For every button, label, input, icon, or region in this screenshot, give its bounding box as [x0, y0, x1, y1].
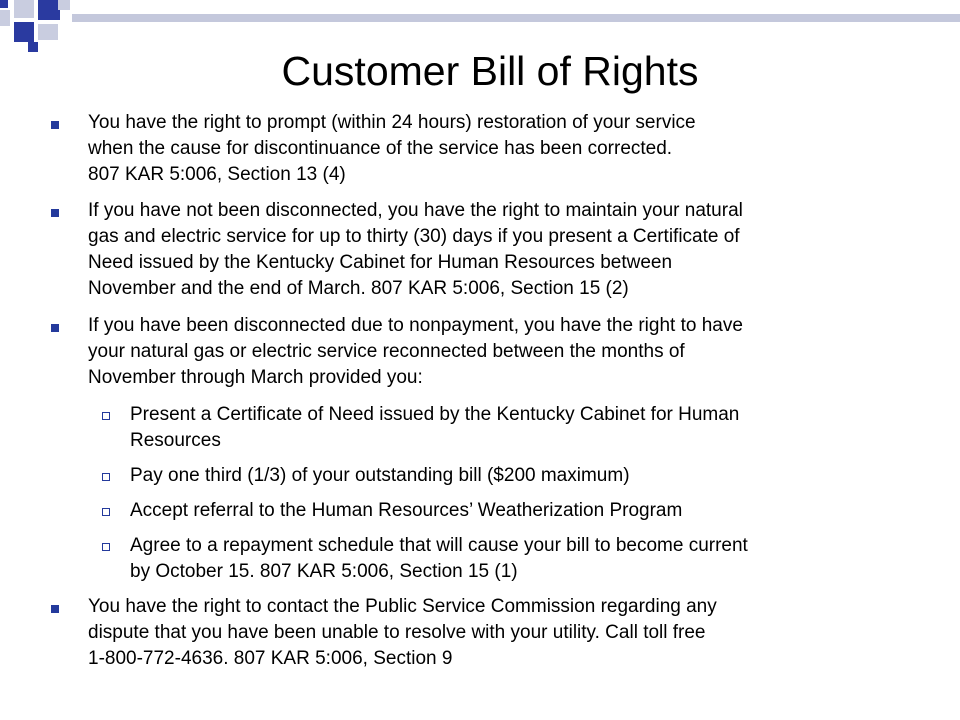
- decor-square: [38, 0, 60, 20]
- decor-square: [14, 0, 34, 18]
- sub-bullet-item: [0, 463, 960, 489]
- bullet-text-line: November and the end of March. 807 KAR 5:006, Section 15 (2): [88, 278, 629, 299]
- bullet-item: [0, 198, 960, 302]
- bullet-text-line: your natural gas or electric service reconnected between the months of: [88, 341, 685, 362]
- bullet-item: [0, 313, 960, 391]
- bullet-text-line: Need issued by the Kentucky Cabinet for Human Resources between: [88, 252, 673, 273]
- sub-bullet-text-line: Present a Certificate of Need issued by the Kentucky Cabinet for Human: [130, 404, 740, 425]
- decor-square: [14, 22, 34, 42]
- bullet-item: [0, 594, 960, 672]
- decor-bar: [72, 14, 960, 22]
- slide-title: Customer Bill of Rights: [281, 48, 699, 94]
- decor-square: [0, 0, 8, 8]
- hollow-square-bullet-icon: [102, 543, 110, 551]
- bullet-text-line: If you have been disconnected due to nonpayment, you have the right to have: [88, 315, 743, 336]
- decor-square: [0, 10, 10, 26]
- sub-bullet-item: [0, 498, 960, 524]
- sub-bullet-text-line: Accept referral to the Human Resources’ Weatherization Program: [130, 500, 683, 521]
- sub-bullet-text-line: Resources: [130, 430, 221, 451]
- bullet-text-line: gas and electric service for up to thirty (30) days if you present a Certificate of: [88, 226, 740, 247]
- decor-square: [38, 24, 58, 40]
- decor-square: [58, 0, 70, 10]
- bullet-text-line: If you have not been disconnected, you have the right to maintain your natural: [88, 200, 743, 221]
- bullet-text-line: dispute that you have been unable to resolve with your utility. Call toll free: [88, 622, 706, 643]
- slide-body: [0, 110, 960, 683]
- bullet-text-line: You have the right to contact the Public Service Commission regarding any: [88, 596, 717, 617]
- square-bullet-icon: [51, 209, 59, 217]
- bullet-item: [0, 110, 960, 188]
- square-bullet-icon: [51, 324, 59, 332]
- sub-bullet-text-line: by October 15. 807 KAR 5:006, Section 15 (1): [130, 561, 518, 582]
- bullet-text-line: November through March provided you:: [88, 367, 423, 388]
- sub-bullet-text-line: Agree to a repayment schedule that will cause your bill to become current: [130, 535, 748, 556]
- square-bullet-icon: [51, 121, 59, 129]
- sub-bullet-item: [0, 533, 960, 585]
- sub-bullet-item: [0, 402, 960, 454]
- bullet-text-line: when the cause for discontinuance of the service has been corrected.: [88, 138, 673, 159]
- bullet-text-line: 1-800-772-4636. 807 KAR 5:006, Section 9: [88, 648, 453, 669]
- bullet-text-line: 807 KAR 5:006, Section 13 (4): [88, 164, 346, 185]
- hollow-square-bullet-icon: [102, 473, 110, 481]
- hollow-square-bullet-icon: [102, 508, 110, 516]
- square-bullet-icon: [51, 605, 59, 613]
- bullet-text-line: You have the right to prompt (within 24 hours) restoration of your service: [88, 112, 696, 133]
- hollow-square-bullet-icon: [102, 412, 110, 420]
- sub-bullet-text-line: Pay one third (1/3) of your outstanding bill ($200 maximum): [130, 465, 630, 486]
